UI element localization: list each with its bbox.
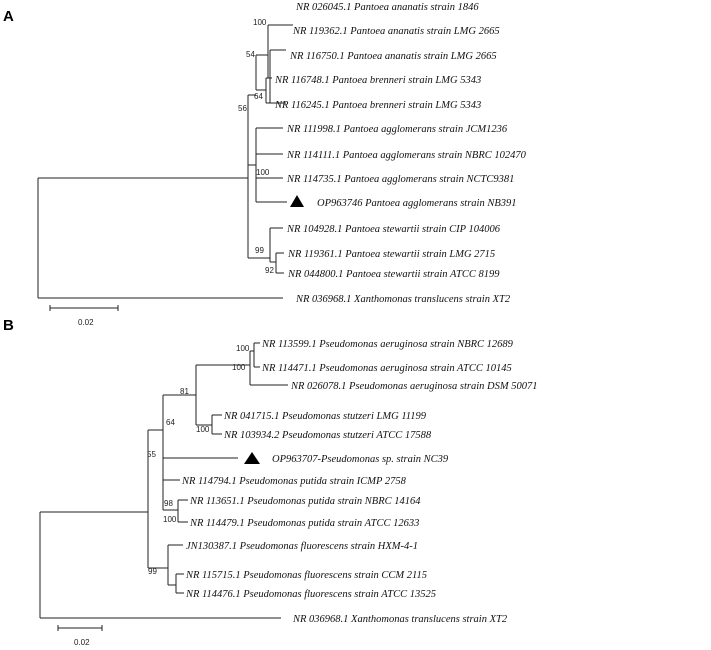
taxon-label: NR 114735.1 Pantoea agglomerans strain NCTC9381	[287, 174, 515, 185]
taxon-label: NR 119361.1 Pantoea stewartii strain LMG 2715	[288, 249, 496, 260]
bootstrap-value: 100	[232, 363, 246, 372]
taxon-label: OP963746 Pantoea agglomerans strain NB391	[317, 198, 517, 209]
scale-bar-label: 0.02	[78, 318, 94, 327]
taxon-label: NR 116750.1 Pantoea ananatis strain LMG 2665	[290, 51, 497, 62]
taxon-label: NR 114479.1 Pseudomonas putida strain ATCC 12633	[190, 518, 420, 529]
bootstrap-value: 100	[196, 425, 210, 434]
taxon-label: NR 114794.1 Pseudomonas putida strain ICMP 2758	[182, 476, 406, 487]
taxon-label: NR 115715.1 Pseudomonas fluorescens strain CCM 2115	[186, 570, 428, 581]
bootstrap-value: 100	[256, 168, 270, 177]
taxon-label: NR 041715.1 Pseudomonas stutzeri LMG 11199	[224, 411, 427, 422]
taxon-label: NR 119362.1 Pantoea ananatis strain LMG 2665	[293, 26, 500, 37]
bootstrap-value: 100	[163, 515, 177, 524]
black-triangle-icon	[244, 452, 260, 464]
taxon-label: NR 114476.1 Pseudomonas fluorescens strain ATCC 13525	[186, 589, 436, 600]
tree-a-branches	[38, 25, 293, 298]
taxon-label: NR 116245.1 Pantoea brenneri strain LMG 5343	[275, 100, 482, 111]
tree-b-scale-bar	[58, 625, 102, 647]
bootstrap-value: 64	[166, 418, 175, 427]
bootstrap-value: 100	[236, 344, 250, 353]
bootstrap-value: 64	[254, 92, 263, 101]
black-triangle-icon	[290, 195, 304, 207]
tree-b-taxa	[181, 339, 537, 625]
panel-b-label: B	[3, 317, 14, 334]
bootstrap-value: 98	[164, 499, 173, 508]
tree-a-taxa	[274, 2, 527, 305]
bootstrap-value: 56	[238, 104, 247, 113]
taxon-label: NR 104928.1 Pantoea stewartii strain CIP 104006	[287, 224, 501, 235]
taxon-label: NR 113599.1 Pseudomonas aeruginosa strain NBRC 12689	[262, 339, 513, 350]
taxon-label: NR 111998.1 Pantoea agglomerans strain JCM1236	[287, 124, 508, 135]
taxon-label: NR 026078.1 Pseudomonas aeruginosa strain DSM 50071	[291, 381, 538, 392]
taxon-label: NR 036968.1 Xanthomonas translucens strain XT2	[293, 614, 508, 625]
bootstrap-value: 100	[253, 18, 267, 27]
bootstrap-value: 99	[148, 567, 157, 576]
panel-a-label: A	[3, 8, 14, 25]
taxon-label: JN130387.1 Pseudomonas fluorescens strain HXM-4-1	[186, 541, 419, 552]
bootstrap-value: 81	[180, 387, 189, 396]
taxon-label: OP963707-Pseudomonas sp. strain NC39	[272, 454, 449, 465]
taxon-label: NR 044800.1 Pantoea stewartii strain ATCC 8199	[288, 269, 500, 280]
bootstrap-value: 54	[246, 50, 255, 59]
taxon-label: NR 113651.1 Pseudomonas putida strain NBRC 14164	[190, 496, 421, 507]
taxon-label: NR 103934.2 Pseudomonas stutzeri ATCC 17588	[224, 430, 432, 441]
taxon-label: NR 114471.1 Pseudomonas aeruginosa strain ATCC 10145	[262, 363, 512, 374]
taxon-label: NR 036968.1 Xanthomonas translucens strain XT2	[296, 294, 511, 305]
bootstrap-value: 55	[147, 450, 156, 459]
scale-bar-label: 0.02	[74, 638, 90, 647]
taxon-label: NR 116748.1 Pantoea brenneri strain LMG 5343	[275, 75, 482, 86]
tree-a-scale-bar	[50, 305, 118, 327]
bootstrap-value: 92	[265, 266, 274, 275]
bootstrap-value: 99	[255, 246, 264, 255]
taxon-label: NR 026045.1 Pantoea ananatis strain 1846	[296, 2, 479, 13]
taxon-label: NR 114111.1 Pantoea agglomerans strain NBRC 102470	[287, 150, 526, 161]
